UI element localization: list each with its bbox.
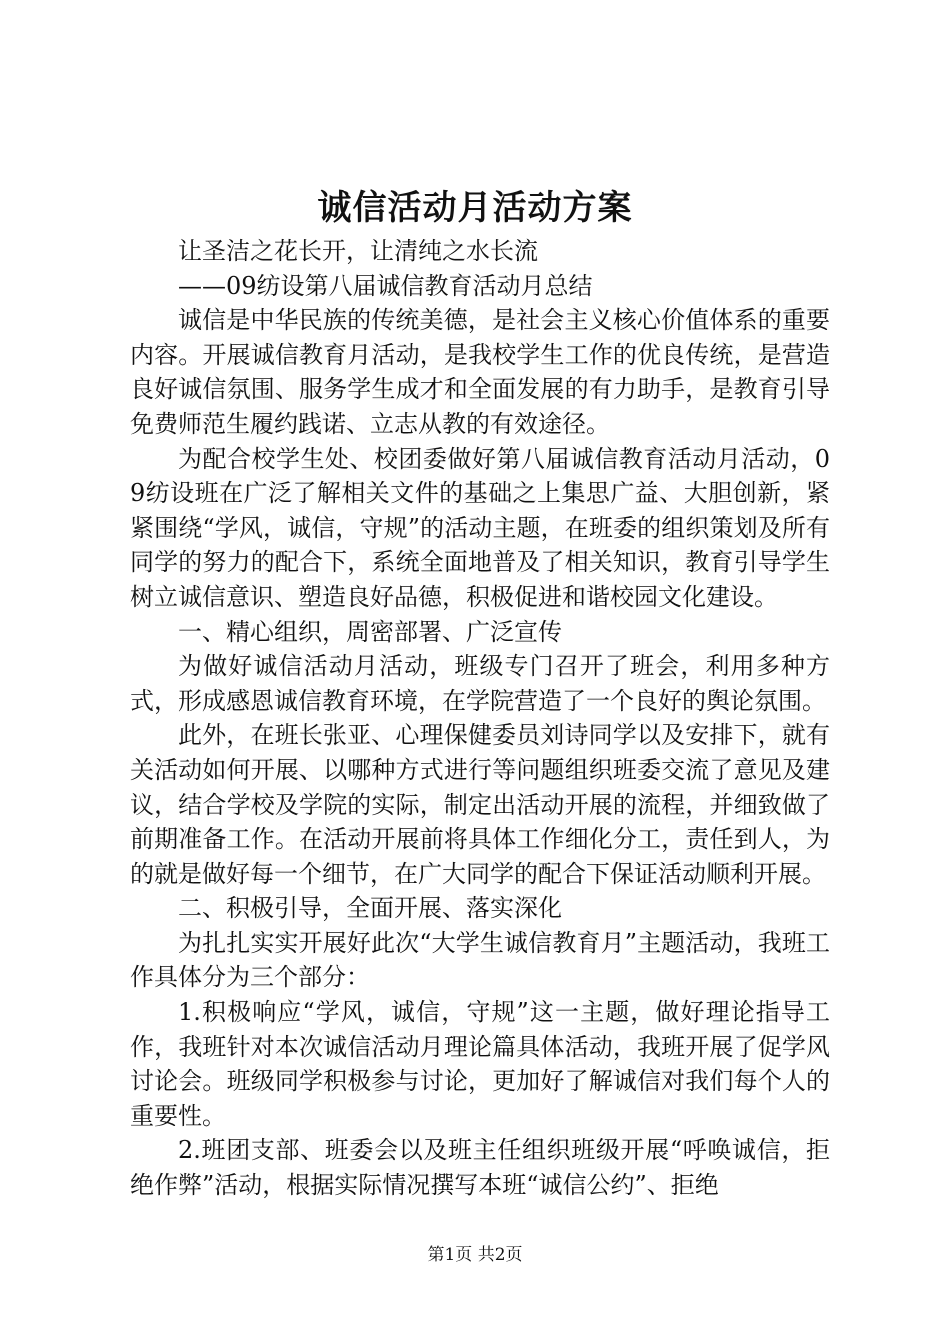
body-paragraph: 为配合校学生处、校团委做好第八届诚信教育活动月活动，09纺设班在广泛了解相关文件的基础之上集思广益、大胆创新，紧紧围绕“学风，诚信，守规”的活动主题，在班委的组织策划及所有同学的努力的配合下，系统全面地普及了相关知识，教育引导学生树立诚信意识、塑造良好品德，积极促进和谐校园文化建设。 (130, 444, 830, 611)
section-heading: 一、精心组织，周密部署、广泛宣传 (178, 617, 562, 646)
list-item: 1.积极响应“学风，诚信，守规”这一主题，做好理论指导工作，我班针对本次诚信活动月理论篇具体活动，我班开展了促学风讨论会。班级同学积极参与讨论，更加好了解诚信对我们每个人的重要性。 (130, 998, 830, 1130)
list-item: 2.班团支部、班委会以及班主任组织班级开展“呼唤诚信，拒绝作弊”活动，根据实际情况撰写本班“诚信公约”、拒绝 (130, 1136, 830, 1200)
section-heading: 二、积极引导，全面开展、落实深化 (178, 894, 562, 923)
document-title: 诚信活动月活动方案 (317, 188, 633, 228)
page-number-footer: 第1页 共2页 (427, 1245, 523, 1265)
body-paragraph: 为扎扎实实开展好此次“大学生诚信教育月”主题活动，我班工作具体分为三个部分： (130, 928, 830, 992)
body-paragraph: 诚信是中华民族的传统美德，是社会主义核心价值体系的重要内容。开展诚信教育月活动，是我校学生工作的优良传统，是营造良好诚信氛围、服务学生成才和全面发展的有力助手，是教育引导免费师范生履约践诺、立志从教的有效途径。 (130, 306, 830, 438)
body-paragraph: 此外，在班长张亚、心理保健委员刘诗同学以及安排下，就有关活动如何开展、以哪种方式进行等问题组织班委交流了意见及建议，结合学校及学院的实际，制定出活动开展的流程，并细致做了前期准备工作。在活动开展前将具体工作细化分工，责任到人，为的就是做好每一个细节，在广大同学的配合下保证活动顺利开展。 (130, 721, 830, 888)
subtitle-line: 让圣洁之花长开，让清纯之水长流 (178, 237, 538, 265)
document-body (130, 234, 830, 1203)
subtitle-line: ——09纺设第八届诚信教育活动月总结 (178, 271, 593, 300)
body-paragraph: 为做好诚信活动月活动，班级专门召开了班会，利用多种方式，形成感恩诚信教育环境，在学院营造了一个良好的舆论氛围。 (130, 652, 830, 715)
